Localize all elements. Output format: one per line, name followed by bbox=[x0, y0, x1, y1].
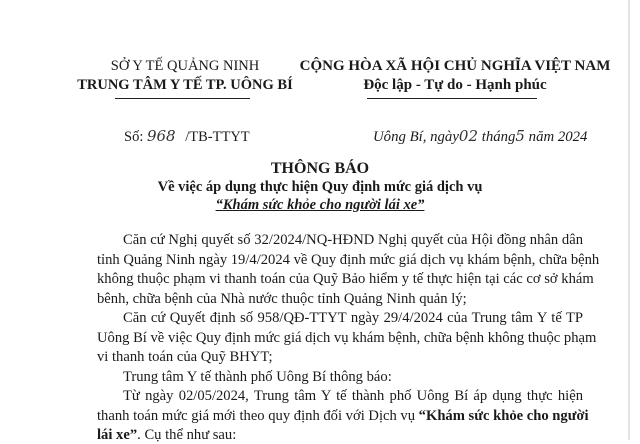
handwritten-number: 968 bbox=[146, 127, 176, 145]
page-edge bbox=[628, 0, 630, 440]
body-line: lái xe”. Cụ thể như sau: bbox=[97, 427, 237, 443]
body-line: Trung tâm Y tế thành phố Uông Bí thông báo: bbox=[123, 369, 392, 385]
notice-subtitle: Về việc áp dụng thực hiện Quy định mức giá dịch vụ bbox=[157, 179, 483, 195]
header-right-rule bbox=[367, 98, 537, 99]
notice-service-name: “Khám sức khỏe cho người lái xe” bbox=[215, 197, 425, 213]
header-left-rule bbox=[115, 98, 250, 99]
body-line: không thuộc phạm vi thanh toán của Quỹ Bảo hiểm y tế thực hiện tại các cơ sở khám bbox=[97, 271, 594, 287]
body-line: Căn cứ Quyết định số 958/QĐ-TTYT ngày 29/4/2024 của Trung tâm Y tế TP bbox=[123, 310, 583, 326]
body-line: Từ ngày 02/05/2024, Trung tâm Y tế thành phố Uông Bí áp dụng thực hiện bbox=[123, 388, 583, 404]
body-line: Căn cứ Nghị quyết số 32/2024/NQ-HĐND Nghị quyết của Hội đồng nhân dân bbox=[123, 232, 583, 248]
body-line: thanh toán mức giá mới theo quy định đối với Dịch vụ “Khám sức khỏe cho người bbox=[97, 408, 589, 424]
handwritten-day: 02 bbox=[458, 127, 478, 145]
body-line: Uông Bí về việc Quy định mức giá dịch vụ khám bệnh, chữa bệnh không thuộc phạm bbox=[97, 330, 597, 346]
department-name: SỞ Y TẾ QUẢNG NINH bbox=[110, 58, 260, 74]
organization-name: TRUNG TÂM Y TẾ TP. UÔNG BÍ bbox=[77, 77, 293, 93]
handwritten-month: 5 bbox=[515, 127, 525, 145]
document-date: Uông Bí, ngày02 tháng5 năm 2024 bbox=[373, 127, 588, 145]
body-line: tỉnh Quảng Ninh ngày 19/4/2024 về Quy định mức giá dịch vụ khám bệnh, chữa bệnh bbox=[97, 252, 600, 268]
body-line: bênh, chữa bệnh của Nhà nước thuộc tỉnh Quảng Ninh quản lý; bbox=[97, 291, 467, 307]
document-number: Số: 968 /TB-TTYT bbox=[124, 127, 250, 145]
body-line: vi thanh toán của Quỹ BHYT; bbox=[97, 349, 273, 365]
national-motto: Độc lập - Tự do - Hạnh phúc bbox=[363, 77, 547, 93]
national-title: CỘNG HÒA XÃ HỘI CHỦ NGHĨA VIỆT NAM bbox=[299, 58, 611, 74]
notice-heading: THÔNG BÁO bbox=[270, 160, 370, 177]
